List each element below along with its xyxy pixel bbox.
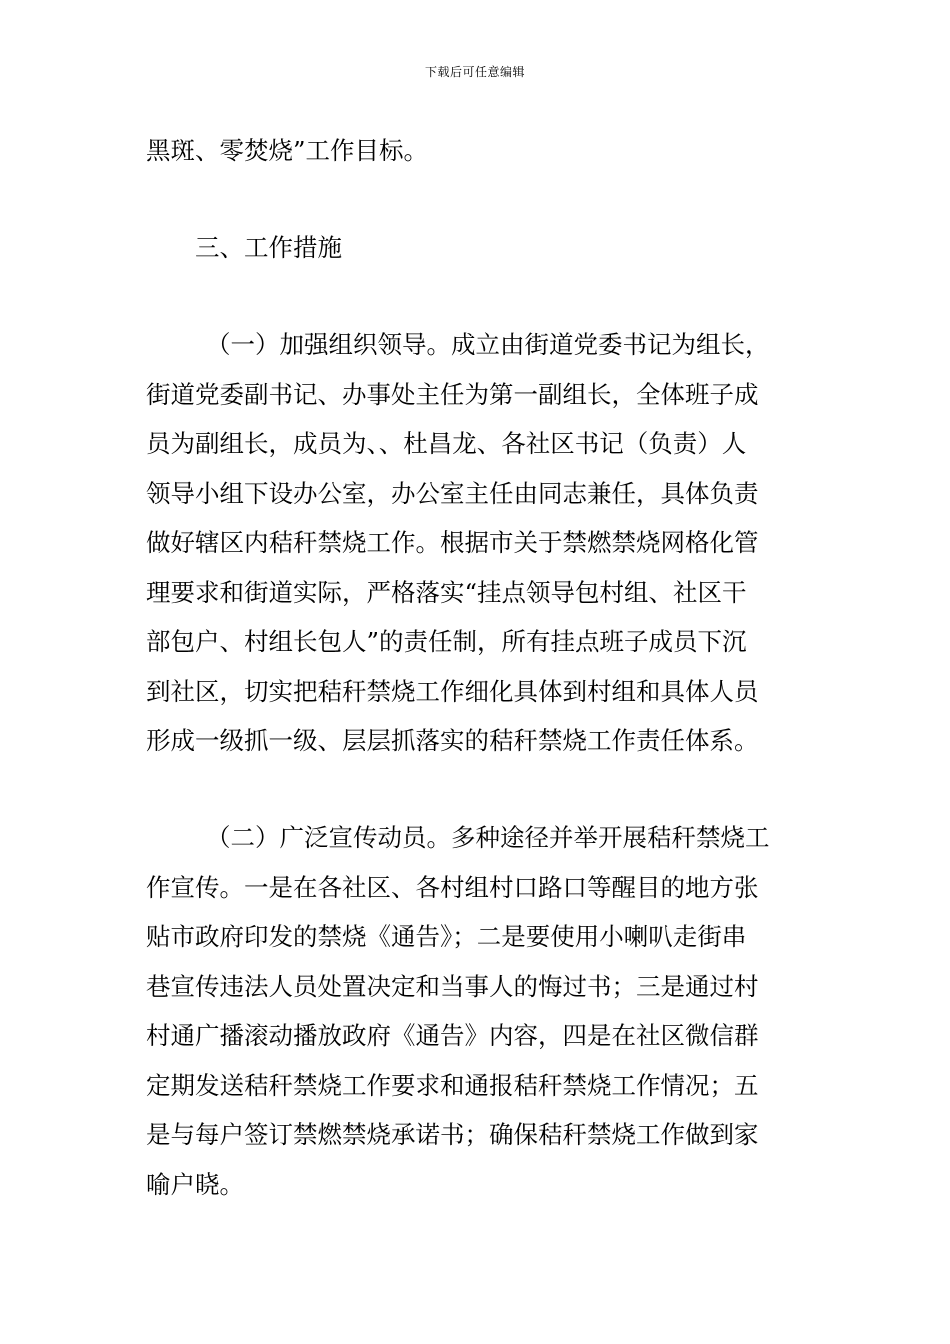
section-heading: 三、工作措施 [195, 233, 342, 262]
paragraph-line: （一）加强组织领导。成立由街道党委书记为组长， [206, 330, 770, 359]
paragraph-publicity [146, 813, 808, 1209]
paragraph-gap [146, 273, 808, 321]
paragraph-line: 到社区，切实把秸秆禁烧工作细化具体到村组和具体人员 [146, 676, 759, 706]
paragraph-gap [146, 766, 808, 814]
paragraph-gap [146, 176, 808, 224]
document-body [146, 126, 808, 1209]
paragraph-line: 贴市政府印发的禁烧《通告》；二是要使用小喇叭走街串 [146, 922, 747, 951]
continued-paragraph: 黑斑、零焚烧”工作目标。 [146, 136, 429, 165]
paragraph-line: 理要求和街道实际，严格落实“挂点领导包村组、社区干 [146, 577, 747, 607]
paragraph-line: 定期发送秸秆禁烧工作要求和通报秸秆禁烧工作情况；五 [146, 1070, 759, 1100]
paragraph-line: 部包户、村组长包人”的责任制，所有挂点班子成员下沉 [146, 627, 747, 656]
paragraph-line: （二）广泛宣传动员。多种途径并举开展秸秆禁烧工 [206, 823, 770, 852]
paragraph-line: 形成一级抓一级、层层抓落实的秸秆禁烧工作责任体系。 [146, 726, 759, 755]
paragraph-line: 员为副组长，成员为、、杜昌龙、各社区书记（负责）人 [146, 429, 747, 458]
paragraph-line: 村通广播滚动播放政府《通告》内容，四是在社区微信群 [146, 1021, 759, 1050]
paragraph-line: 作宣传。一是在各社区、各村组村口路口等醒目的地方张 [146, 872, 759, 902]
paragraph-line: 领导小组下设办公室，办公室主任由同志兼任，具体负责 [146, 478, 759, 508]
page-header-note: 下载后可任意编辑 [424, 65, 525, 79]
paragraph-line: 做好辖区内秸秆禁烧工作。根据市关于禁燃禁烧网格化管 [146, 528, 759, 557]
paragraph-line: 巷宣传违法人员处置决定和当事人的悔过书；三是通过村 [146, 971, 759, 1001]
paragraph-line: 是与每户签订禁燃禁烧承诺书；确保秸秆禁烧工作做到家 [146, 1120, 759, 1149]
paragraph-line: 街道党委副书记、办事处主任为第一副组长，全体班子成 [146, 379, 759, 409]
paragraph-line: 喻户晓。 [146, 1169, 244, 1199]
paragraph-organization [146, 320, 808, 766]
